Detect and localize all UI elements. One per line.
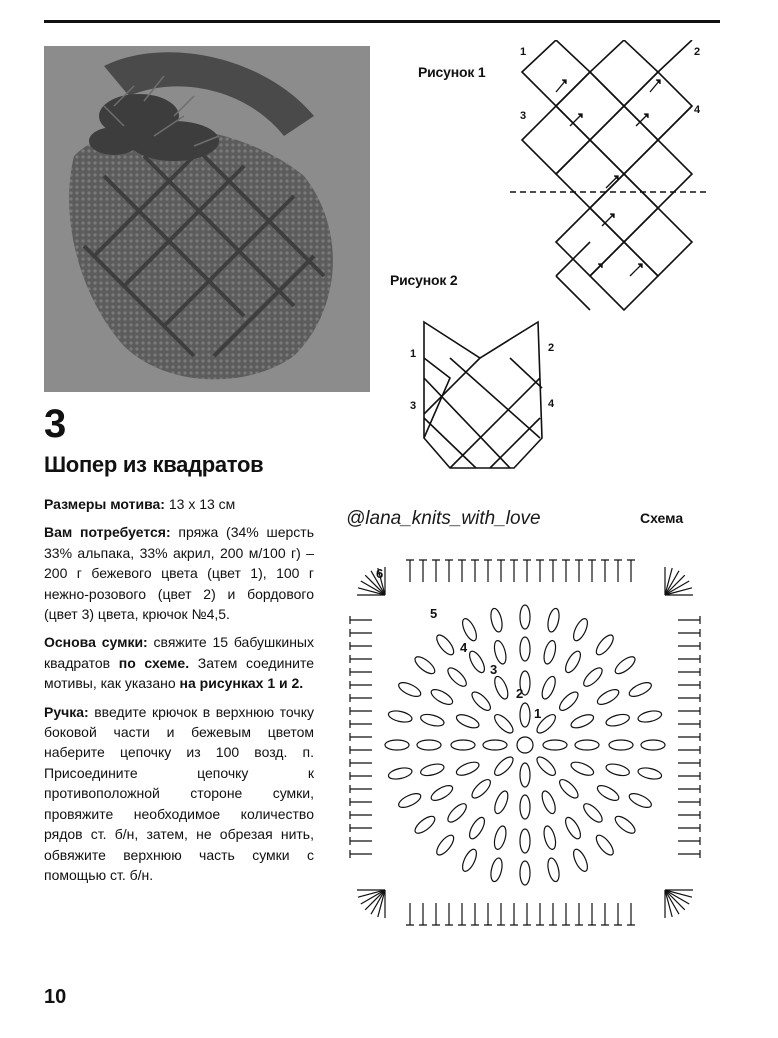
schema-tall-stitch bbox=[350, 642, 372, 650]
schema-tall-stitch bbox=[458, 903, 466, 925]
schema-puff-stitch bbox=[387, 709, 413, 724]
schema-tall-stitch bbox=[350, 655, 372, 663]
schema-puff-stitch bbox=[520, 605, 530, 629]
schema-puff-stitch bbox=[557, 777, 581, 801]
schema-tall-stitch bbox=[562, 560, 570, 582]
schema-puff-stitch bbox=[571, 617, 590, 643]
schema-tall-stitch bbox=[350, 629, 372, 637]
schema-puff-stitch bbox=[539, 675, 557, 701]
schema-puff-stitch bbox=[434, 833, 457, 858]
schema-tall-stitch bbox=[350, 785, 372, 793]
schema-tall-stitch bbox=[445, 560, 453, 582]
base-bold-2: на рисунках 1 и 2. bbox=[179, 675, 304, 692]
schema-puff-stitch bbox=[489, 607, 504, 633]
schema-puff-stitch bbox=[412, 813, 437, 836]
schema-puff-stitch bbox=[595, 687, 621, 708]
schema-tall-stitch bbox=[627, 903, 635, 925]
schema-tall-stitch bbox=[678, 707, 700, 715]
schema-tall-stitch bbox=[678, 798, 700, 806]
schema-tall-stitch bbox=[523, 903, 531, 925]
schema-tall-stitch bbox=[678, 616, 700, 624]
schema-tall-stitch bbox=[406, 903, 414, 925]
handle-text: введите крючок в верхнюю точку боковой части и бежевым цветом наберите цепочку из 100 возд. п. Присоедините цепочку к противоположной стороне сумки, провяжите необходимое количество рядов ст. б/н, затем, не обрезая нить, обвяжите верхнюю часть сумки с помощью ст. б/н. bbox=[44, 703, 314, 883]
schema-puff-stitch bbox=[569, 759, 595, 777]
size-value: 13 х 13 см bbox=[168, 496, 236, 512]
schema-tall-stitch bbox=[678, 850, 700, 858]
schema-puff-stitch bbox=[627, 680, 653, 699]
schema-tall-stitch bbox=[432, 560, 440, 582]
schema-tall-stitch bbox=[350, 707, 372, 715]
schema-tall-stitch bbox=[350, 694, 372, 702]
schema-tall-stitch bbox=[484, 560, 492, 582]
schema-puff-stitch bbox=[455, 759, 481, 777]
schema-puff-stitch bbox=[492, 789, 510, 815]
schema-tall-stitch bbox=[678, 681, 700, 689]
schema-puff-stitch bbox=[563, 649, 584, 675]
schema-tall-stitch bbox=[678, 759, 700, 767]
schema-tall-stitch bbox=[510, 560, 518, 582]
schema-puff-stitch bbox=[492, 675, 510, 701]
schema-tall-stitch bbox=[575, 903, 583, 925]
schema-puff-stitch bbox=[613, 813, 638, 836]
schema-row-6: 6 bbox=[376, 566, 384, 581]
schema-puff-stitch bbox=[557, 689, 581, 713]
schema-puff-stitch bbox=[534, 754, 558, 778]
schema-puff-stitch bbox=[581, 665, 605, 689]
base-label: Основа сумки: bbox=[44, 634, 148, 651]
figure2-num-3: 3 bbox=[410, 400, 417, 412]
schema-puff-stitch bbox=[542, 639, 558, 665]
schema-puff-stitch bbox=[445, 801, 469, 825]
schema-tall-stitch bbox=[536, 560, 544, 582]
figure2-num-2: 2 bbox=[548, 342, 555, 354]
schema-puff-stitch bbox=[483, 740, 507, 750]
schema-tall-stitch bbox=[678, 785, 700, 793]
bag-photo bbox=[44, 46, 370, 392]
schema-puff-stitch bbox=[569, 712, 595, 730]
schema-tall-stitch bbox=[678, 733, 700, 741]
schema-tall-stitch bbox=[549, 560, 557, 582]
schema-puff-stitch bbox=[387, 766, 413, 781]
figure1-num-2: 2 bbox=[694, 46, 701, 58]
schema-puff-stitch bbox=[641, 740, 665, 750]
schema-tall-stitch bbox=[678, 746, 700, 754]
schema-puff-stitch bbox=[605, 712, 631, 728]
schema-puff-stitch bbox=[539, 789, 557, 815]
schema-puff-stitch bbox=[520, 637, 530, 661]
schema-tall-stitch bbox=[350, 798, 372, 806]
schema-tall-stitch bbox=[678, 629, 700, 637]
crochet-schema bbox=[330, 540, 720, 940]
figure2-diagram bbox=[420, 318, 550, 474]
schema-puff-stitch bbox=[467, 649, 488, 675]
schema-tall-stitch bbox=[510, 903, 518, 925]
schema-puff-stitch bbox=[417, 740, 441, 750]
schema-tall-stitch bbox=[678, 668, 700, 676]
schema-puff-stitch bbox=[520, 861, 530, 885]
figure1-label: Рисунок 1 bbox=[418, 64, 486, 80]
schema-puff-stitch bbox=[451, 740, 475, 750]
schema-tall-stitch bbox=[350, 759, 372, 767]
schema-puff-stitch bbox=[492, 825, 508, 851]
schema-tall-stitch bbox=[627, 560, 635, 582]
schema-label: Схема bbox=[640, 510, 684, 526]
schema-tall-stitch bbox=[419, 903, 427, 925]
schema-puff-stitch bbox=[429, 783, 455, 804]
figure2-num-4: 4 bbox=[548, 398, 555, 410]
figure1-diagram bbox=[510, 40, 730, 330]
schema-puff-stitch bbox=[595, 783, 621, 804]
needs-paragraph bbox=[44, 522, 314, 624]
figure1-num-4: 4 bbox=[694, 104, 701, 116]
schema-tall-stitch bbox=[484, 903, 492, 925]
schema-puff-stitch bbox=[492, 754, 516, 778]
schema-tall-stitch bbox=[562, 903, 570, 925]
figure2-label: Рисунок 2 bbox=[390, 272, 458, 288]
schema-tall-stitch bbox=[588, 560, 596, 582]
schema-puff-stitch bbox=[385, 740, 409, 750]
schema-puff-stitch bbox=[593, 833, 616, 858]
schema-tall-stitch bbox=[350, 668, 372, 676]
schema-tall-stitch bbox=[471, 560, 479, 582]
schema-tall-stitch bbox=[350, 837, 372, 845]
article-body bbox=[44, 494, 314, 893]
schema-tall-stitch bbox=[497, 903, 505, 925]
top-rule bbox=[44, 20, 720, 23]
schema-puff-stitch bbox=[469, 689, 493, 713]
size-paragraph bbox=[44, 494, 314, 514]
schema-puff-stitch bbox=[397, 791, 423, 810]
schema-puff-stitch bbox=[546, 607, 561, 633]
article-title: Шопер из квадратов bbox=[44, 452, 264, 477]
schema-puff-stitch bbox=[542, 825, 558, 851]
schema-tall-stitch bbox=[549, 903, 557, 925]
schema-tall-stitch bbox=[575, 560, 583, 582]
schema-tall-stitch bbox=[614, 903, 622, 925]
schema-center-ring bbox=[517, 737, 533, 753]
schema-puff-stitch bbox=[469, 777, 493, 801]
schema-puff-stitch bbox=[593, 632, 616, 657]
schema-puff-stitch bbox=[520, 763, 530, 787]
schema-puff-stitch bbox=[627, 791, 653, 810]
base-text-1: свяжите 15 бабушкиных квадратов bbox=[44, 634, 314, 671]
article-number: 3 bbox=[44, 402, 67, 446]
base-bold-1: по схеме. bbox=[118, 654, 190, 671]
schema-tall-stitch bbox=[350, 772, 372, 780]
schema-tall-stitch bbox=[601, 560, 609, 582]
schema-puff-stitch bbox=[571, 847, 590, 873]
schema-row-3: 3 bbox=[490, 662, 498, 677]
schema-tall-stitch bbox=[350, 746, 372, 754]
base-paragraph bbox=[44, 632, 314, 693]
schema-tall-stitch bbox=[497, 560, 505, 582]
schema-tall-stitch bbox=[350, 733, 372, 741]
needs-text: пряжа (34% шерсть 33% альпака, 33% акрил, 200 м/100 г) – 200 г бежевого цвета (цвет 1), 100 г нежно-розового (цвет 2) и бордового (цвет 3) цвета, крючок №4,5. bbox=[44, 524, 314, 623]
schema-tall-stitch bbox=[588, 903, 596, 925]
schema-puff-stitch bbox=[460, 847, 479, 873]
schema-tall-stitch bbox=[350, 824, 372, 832]
schema-tall-stitch bbox=[471, 903, 479, 925]
schema-puff-stitch bbox=[613, 654, 638, 677]
schema-puff-stitch bbox=[575, 740, 599, 750]
page-number: 10 bbox=[44, 986, 67, 1008]
schema-tall-stitch bbox=[406, 560, 414, 582]
schema-puff-stitch bbox=[434, 632, 457, 657]
schema-tall-stitch bbox=[678, 694, 700, 702]
schema-tall-stitch bbox=[678, 655, 700, 663]
schema-tall-stitch bbox=[445, 903, 453, 925]
schema-puff-stitch bbox=[520, 795, 530, 819]
schema-puff-stitch bbox=[609, 740, 633, 750]
size-label: Размеры мотива: bbox=[44, 496, 165, 512]
schema-puff-stitch bbox=[429, 687, 455, 708]
schema-puff-stitch bbox=[489, 857, 504, 883]
schema-tall-stitch bbox=[678, 720, 700, 728]
schema-puff-stitch bbox=[412, 654, 437, 677]
schema-puff-stitch bbox=[467, 815, 488, 841]
schema-puff-stitch bbox=[492, 712, 516, 736]
figure2-num-1: 1 bbox=[410, 348, 417, 360]
schema-tall-stitch bbox=[678, 642, 700, 650]
schema-row-5: 5 bbox=[430, 606, 438, 621]
schema-puff-stitch bbox=[419, 712, 445, 728]
schema-tall-stitch bbox=[350, 720, 372, 728]
schema-puff-stitch bbox=[563, 815, 584, 841]
watermark-handle: @lana_knits_with_love bbox=[346, 508, 541, 529]
schema-puff-stitch bbox=[460, 617, 479, 643]
figure1-num-3: 3 bbox=[520, 110, 527, 122]
schema-tall-stitch bbox=[678, 837, 700, 845]
schema-tall-stitch bbox=[523, 560, 531, 582]
handle-paragraph bbox=[44, 702, 314, 886]
schema-puff-stitch bbox=[445, 665, 469, 689]
schema-tall-stitch bbox=[350, 616, 372, 624]
schema-tall-stitch bbox=[432, 903, 440, 925]
schema-puff-stitch bbox=[637, 766, 663, 781]
needs-label: Вам потребуется: bbox=[44, 524, 171, 541]
schema-tall-stitch bbox=[678, 772, 700, 780]
schema-puff-stitch bbox=[419, 762, 445, 778]
schema-puff-stitch bbox=[520, 829, 530, 853]
figure1-num-1: 1 bbox=[520, 46, 527, 58]
schema-tall-stitch bbox=[536, 903, 544, 925]
schema-puff-stitch bbox=[546, 857, 561, 883]
schema-row-2: 2 bbox=[516, 686, 524, 701]
schema-puff-stitch bbox=[455, 712, 481, 730]
schema-puff-stitch bbox=[637, 709, 663, 724]
schema-puff-stitch bbox=[397, 680, 423, 699]
schema-tall-stitch bbox=[614, 560, 622, 582]
schema-tall-stitch bbox=[458, 560, 466, 582]
schema-tall-stitch bbox=[350, 811, 372, 819]
schema-tall-stitch bbox=[350, 850, 372, 858]
schema-puff-stitch bbox=[520, 703, 530, 727]
schema-puff-stitch bbox=[581, 801, 605, 825]
schema-puff-stitch bbox=[543, 740, 567, 750]
schema-tall-stitch bbox=[601, 903, 609, 925]
schema-puff-stitch bbox=[605, 762, 631, 778]
schema-tall-stitch bbox=[678, 824, 700, 832]
schema-tall-stitch bbox=[350, 681, 372, 689]
schema-row-1: 1 bbox=[534, 706, 542, 721]
base-text-2: Затем соедините мотивы, как указано bbox=[44, 654, 315, 692]
schema-row-4: 4 bbox=[460, 640, 468, 655]
schema-tall-stitch bbox=[419, 560, 427, 582]
handle-label: Ручка: bbox=[44, 703, 89, 720]
schema-tall-stitch bbox=[678, 811, 700, 819]
